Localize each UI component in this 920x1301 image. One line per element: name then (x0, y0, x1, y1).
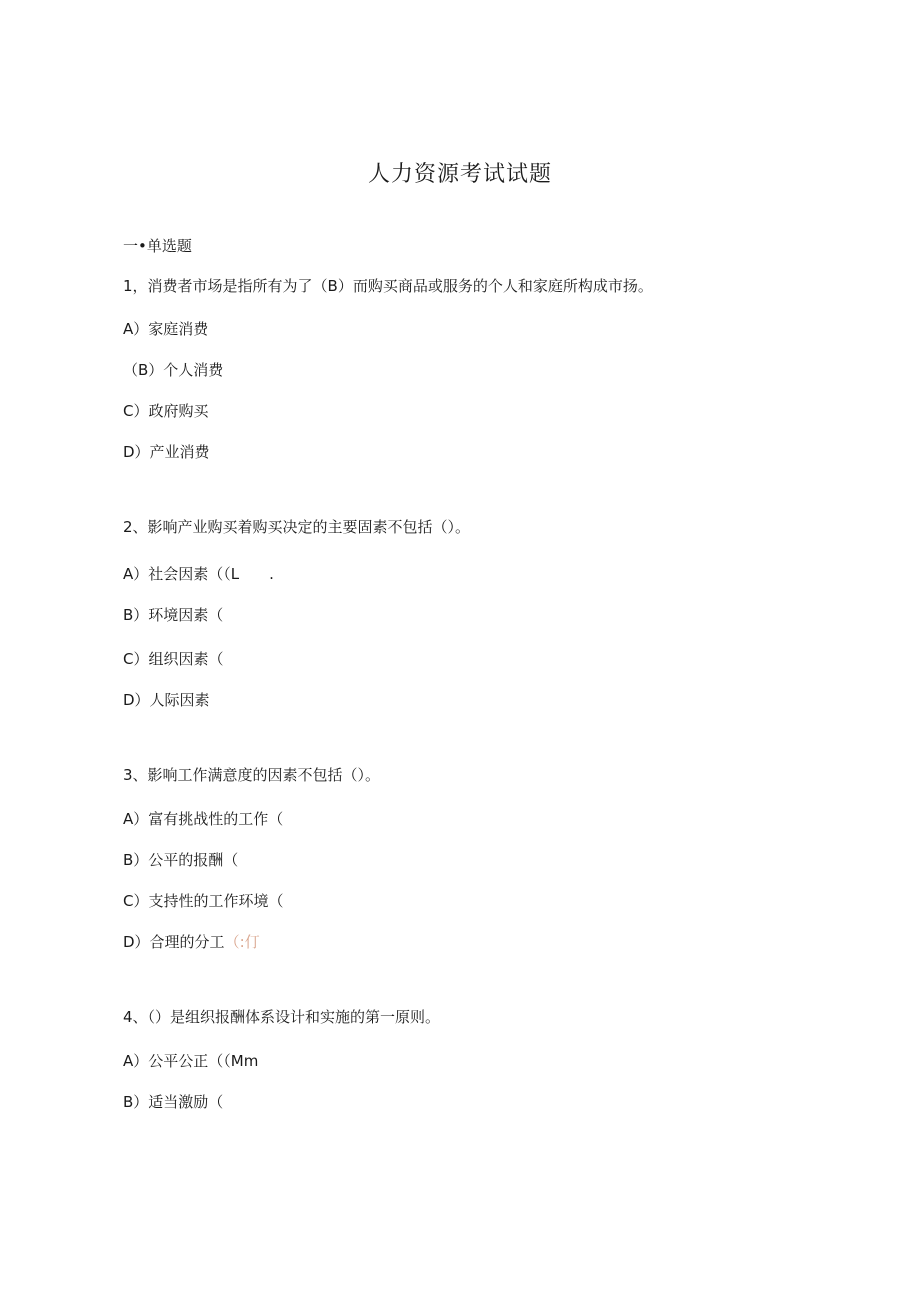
question-3-option-d-text: D）合理的分工 (123, 933, 225, 951)
faint-annotation-mark: （:仃 (224, 933, 260, 951)
question-3-option-d (123, 931, 260, 953)
question-2-stem: 2、影响产业购买着购买决定的主要固素不包括（）。 (123, 518, 471, 536)
question-4-option-b: B）适当激励（ (123, 1093, 224, 1111)
question-3-option-c: C）支持性的工作环境（ (123, 892, 284, 910)
question-1-stem: 1，消费者市场是指所有为了（B）而购买商品或服务的个人和家庭所构成市扬。 (123, 277, 653, 295)
question-3-option-b: B）公平的报酬（ (123, 851, 239, 869)
question-3-option-a: A）富有挑战性的工作（ (123, 810, 284, 828)
question-4-stem: 4、（）是组织报酬体系设计和实施的第一原则。 (123, 1008, 441, 1026)
section-heading: 一•单选题 (123, 237, 192, 255)
question-2-option-a: A）社会因素（（L . (123, 565, 274, 583)
question-1-option-b: （B）个人消费 (123, 361, 224, 379)
question-1-option-c: C）政府购买 (123, 402, 209, 420)
question-1-option-d: D）产业消费 (123, 443, 210, 461)
question-2-option-c: C）组织因素（ (123, 650, 224, 668)
question-2-option-d: D）人际因素 (123, 691, 210, 709)
question-2-option-b: B）环境因素（ (123, 606, 224, 624)
question-4-option-a: A）公平公正（（Mm (123, 1052, 259, 1070)
question-3-stem: 3、影响工作满意度的因素不包括（）。 (123, 766, 381, 784)
page-title: 人力资源考试试题 (367, 162, 552, 187)
question-1-option-a: A）家庭消费 (123, 320, 209, 338)
